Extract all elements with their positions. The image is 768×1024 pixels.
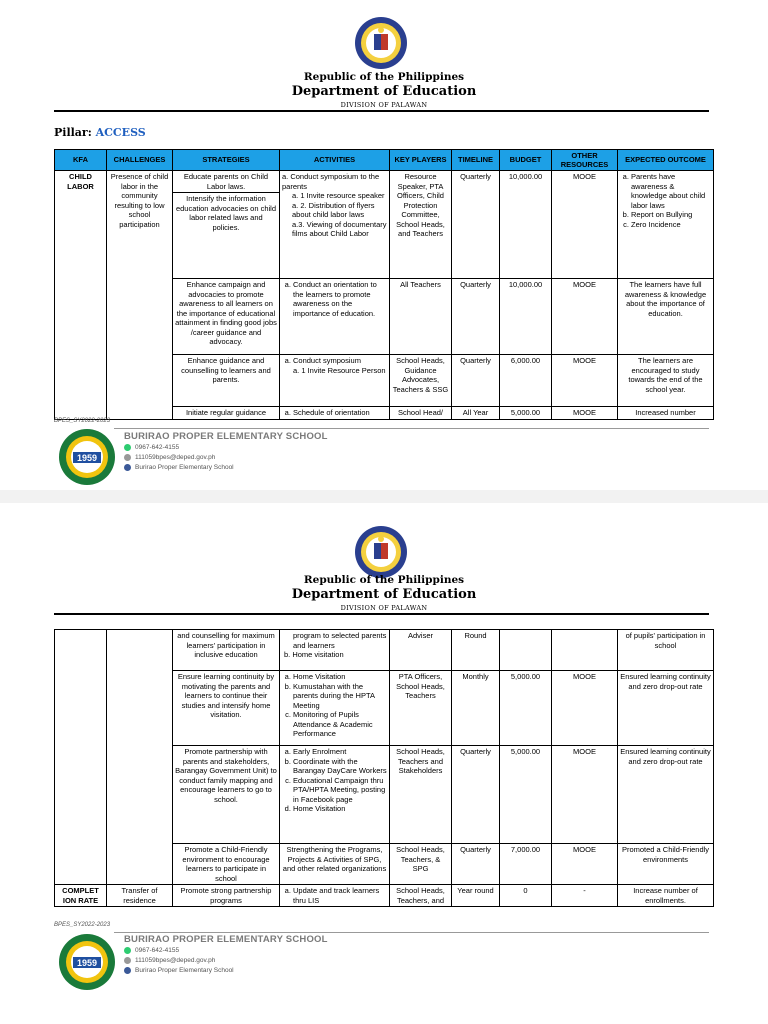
strategy-cell: Promote partnership with parents and stakeholders, Barangay Government Unit) to conduct family mapping and encourage learners to go to school. — [173, 746, 280, 844]
department-heading: Department of Education — [291, 587, 477, 602]
outcome-cell: Promoted a Child-Friendly environments — [618, 844, 714, 885]
activity-cell — [280, 746, 390, 844]
school-name: BURIRAO PROPER ELEMENTARY SCHOOL — [124, 431, 328, 442]
budget-cell: 5,000.00 — [500, 746, 552, 844]
facebook-line — [124, 967, 234, 974]
players-cell: Resource Speaker, PTA Officers, Child Protection Committee, School Heads, and Teachers — [390, 171, 452, 279]
email-line — [124, 454, 215, 461]
col-header-strategies: STRATEGIES — [173, 150, 280, 171]
players-cell: All Teachers — [390, 279, 452, 355]
activity-item: d. Home Visitation — [293, 804, 387, 814]
activity-item: a. Conduct symposium — [293, 356, 387, 366]
resources-cell: MOOE — [552, 671, 618, 746]
outcome-cell: of pupils' participation in school — [618, 630, 714, 671]
table-row — [55, 171, 714, 279]
activity-item: a. Home Visitation — [293, 672, 387, 682]
budget-cell: 7,000.00 — [500, 844, 552, 885]
pillar-label: Pillar: — [54, 126, 92, 139]
resources-cell — [552, 630, 618, 671]
school-name: BURIRAO PROPER ELEMENTARY SCHOOL — [124, 934, 328, 945]
challenge-cell — [107, 630, 173, 885]
activity-cell — [280, 171, 390, 279]
players-cell: School Heads, Teachers, and — [390, 885, 452, 907]
resources-cell: - — [552, 885, 618, 907]
kfa-cell — [55, 630, 107, 885]
outcome-cell: Increase number of enrollments. — [618, 885, 714, 907]
email-text: 111059bpes@deped.gov.ph — [135, 957, 216, 964]
division-heading: DIVISION OF PALAWAN — [340, 101, 428, 109]
footer-code: BPES_SY2022-2023 — [54, 418, 111, 424]
timeline-cell: Quarterly — [452, 171, 500, 279]
outcome-item: b. Report on Bullying — [631, 210, 711, 220]
strategy-cell: Enhance campaign and advocacies to promote awareness to all learners on the importance of educational attainment in finding good jobs /career guidance and advocacy. — [173, 279, 280, 355]
outcome-item: a. Parents have awareness & knowledge about child labor laws — [631, 172, 711, 210]
plan-table-page-2 — [54, 629, 714, 907]
phone-line — [124, 947, 179, 954]
activity-sub: a.3. Viewing of documentary films about Child Labor — [292, 219, 387, 238]
col-header-other-resources: OTHER RESOURCES — [552, 150, 618, 171]
strategy-text: Intensify the information education advocacies on child labor related laws and policies. — [175, 194, 277, 232]
resources-cell: MOOE — [552, 171, 618, 279]
footer-divider — [114, 932, 709, 933]
col-header-kfa: KFA — [55, 150, 107, 171]
timeline-cell: Monthly — [452, 671, 500, 746]
activity-sub: a. 2. Distribution of flyers about child labor laws — [292, 200, 375, 219]
challenge-cell: Transfer of residence — [107, 885, 173, 907]
deped-seal-icon — [354, 16, 408, 70]
email-icon — [124, 957, 131, 964]
republic-heading: Republic of the Philippines — [303, 574, 465, 586]
resources-cell: MOOE — [552, 407, 618, 420]
deped-seal-icon — [354, 525, 408, 579]
activity-item: b. Coordinate with the Barangay DayCare Workers — [293, 757, 387, 776]
kfa-cell: COMPLET ION RATE — [55, 885, 107, 907]
header-divider — [54, 613, 709, 615]
document-page-1 — [0, 0, 768, 503]
table-header-row — [55, 150, 714, 171]
phone-text: 0967-642-4155 — [135, 947, 180, 954]
players-cell: Adviser — [390, 630, 452, 671]
players-cell: School Heads, Teachers, & SPG — [390, 844, 452, 885]
strategy-text: Educate parents on Child Labor laws. — [173, 171, 279, 193]
budget-cell — [500, 630, 552, 671]
timeline-cell: Quarterly — [452, 746, 500, 844]
facebook-text: Burirao Proper Elementary School — [135, 967, 234, 974]
header-divider — [54, 110, 709, 112]
col-header-budget: BUDGET — [500, 150, 552, 171]
email-text: 111059bpes@deped.gov.ph — [135, 454, 216, 461]
budget-cell: 6,000.00 — [500, 355, 552, 407]
activity-cell — [280, 671, 390, 746]
email-icon — [124, 454, 131, 461]
facebook-line — [124, 464, 234, 471]
timeline-cell: Year round — [452, 885, 500, 907]
phone-icon — [124, 444, 131, 451]
activity-cell — [280, 279, 390, 355]
col-header-activities: ACTIVITIES — [280, 150, 390, 171]
pillar-title — [54, 126, 146, 139]
email-line — [124, 957, 215, 964]
timeline-cell: Quarterly — [452, 355, 500, 407]
outcome-cell: The learners have full awareness & knowledge about the importance of education. — [618, 279, 714, 355]
players-cell: School Head/ — [390, 407, 452, 420]
budget-cell: 10,000.00 — [500, 171, 552, 279]
strategy-cell — [173, 171, 280, 279]
facebook-text: Burirao Proper Elementary School — [135, 464, 234, 471]
strategy-cell: Promote a Child-Friendly environment to encourage learners to participate in school — [173, 844, 280, 885]
budget-cell: 10,000.00 — [500, 279, 552, 355]
activity-item: b. Kumustahan with the parents during the HPTA Meeting — [293, 682, 387, 711]
activity-text: b. Home visitation — [284, 650, 344, 659]
document-page-2 — [0, 503, 768, 1024]
table-row — [55, 630, 714, 671]
resources-cell: MOOE — [552, 279, 618, 355]
footer-divider — [114, 428, 709, 429]
col-header-expected-outcome: EXPECTED OUTCOME — [618, 150, 714, 171]
timeline-cell: Round — [452, 630, 500, 671]
budget-cell: 0 — [500, 885, 552, 907]
outcome-cell: The learners are encouraged to study towards the end of the school year. — [618, 355, 714, 407]
outcome-cell: Ensured learning continuity and zero drop-out rate — [618, 746, 714, 844]
pillar-value: ACCESS — [95, 126, 146, 139]
budget-cell: 5,000.00 — [500, 407, 552, 420]
logo-year: 1959 — [76, 958, 98, 968]
facebook-icon — [124, 464, 131, 471]
facebook-icon — [124, 967, 131, 974]
challenge-cell: Presence of child labor in the community resulting to low school participation — [107, 171, 173, 420]
plan-table-page-1 — [54, 149, 714, 420]
activity-item: c. Educational Campaign thru PTA/HPTA Meeting, posting in Facebook page — [293, 776, 387, 805]
table-row — [55, 885, 714, 907]
department-heading: Department of Education — [291, 84, 477, 99]
timeline-cell: All Year — [452, 407, 500, 420]
activity-item: c. Monitoring of Pupils Attendance & Academic Performance — [293, 710, 387, 739]
timeline-cell: Quarterly — [452, 279, 500, 355]
republic-heading: Republic of the Philippines — [303, 71, 465, 83]
outcome-cell: Increased number — [618, 407, 714, 420]
phone-icon — [124, 947, 131, 954]
activity-cell: Strengthening the Programs, Projects & Activities of SPG, and other related organizations — [280, 844, 390, 885]
players-cell: School Heads, Teachers and Stakeholders — [390, 746, 452, 844]
activity-b-text: Home visitation — [292, 650, 344, 659]
activity-text: program to selected parents and learners — [293, 631, 387, 650]
players-cell: School Heads, Guidance Advocates, Teachers & SSG — [390, 355, 452, 407]
logo-year: 1959 — [76, 453, 98, 463]
activity-cell — [280, 885, 390, 907]
strategy-cell: and counselling for maximum learners' participation in inclusive education — [173, 630, 280, 671]
page-gap — [0, 490, 768, 503]
activity-sub: a. 1 Invite resource speaker — [292, 191, 385, 200]
activity-item: a. Early Enrolment — [293, 747, 387, 757]
strategy-cell: Initiate regular guidance — [173, 407, 280, 420]
activity-item: a. Update and track learners thru LIS — [293, 886, 387, 905]
school-logo-icon — [58, 933, 116, 991]
phone-line — [124, 444, 179, 451]
resources-cell: MOOE — [552, 746, 618, 844]
footer-code: BPES_SY2022-2023 — [54, 922, 111, 928]
kfa-cell: CHILD LABOR — [55, 171, 107, 420]
division-heading: DIVISION OF PALAWAN — [340, 604, 428, 612]
budget-cell: 5,000.00 — [500, 671, 552, 746]
activity-sub: a. 1 Invite Resource Person — [293, 365, 386, 375]
timeline-cell: Quarterly — [452, 844, 500, 885]
strategy-cell: Enhance guidance and counselling to learners and parents. — [173, 355, 280, 407]
outcome-item: c. Zero Incidence — [631, 220, 711, 230]
outcome-cell — [618, 171, 714, 279]
activity-cell — [280, 630, 390, 671]
activity-item: a. Schedule of orientation — [293, 408, 387, 418]
col-header-key-players: KEY PLAYERS — [390, 150, 452, 171]
phone-text: 0967-642-4155 — [135, 444, 180, 451]
col-header-challenges: CHALLENGES — [107, 150, 173, 171]
activity-cell — [280, 407, 390, 420]
col-header-timeline: TIMELINE — [452, 150, 500, 171]
players-cell: PTA Officers, School Heads, Teachers — [390, 671, 452, 746]
activity-item: a. Conduct an orientation to the learners to promote awareness on the importance of education. — [293, 280, 387, 318]
resources-cell: MOOE — [552, 844, 618, 885]
activity-cell — [280, 355, 390, 407]
school-logo-icon — [58, 428, 116, 486]
strategy-cell: Promote strong partnership programs — [173, 885, 280, 907]
outcome-cell: Ensured learning continuity and zero drop-out rate — [618, 671, 714, 746]
activity-text: a. Conduct symposium to the parents — [282, 172, 380, 191]
strategy-cell: Ensure learning continuity by motivating the parents and learners to continue their studies and intensify home visitation. — [173, 671, 280, 746]
resources-cell: MOOE — [552, 355, 618, 407]
